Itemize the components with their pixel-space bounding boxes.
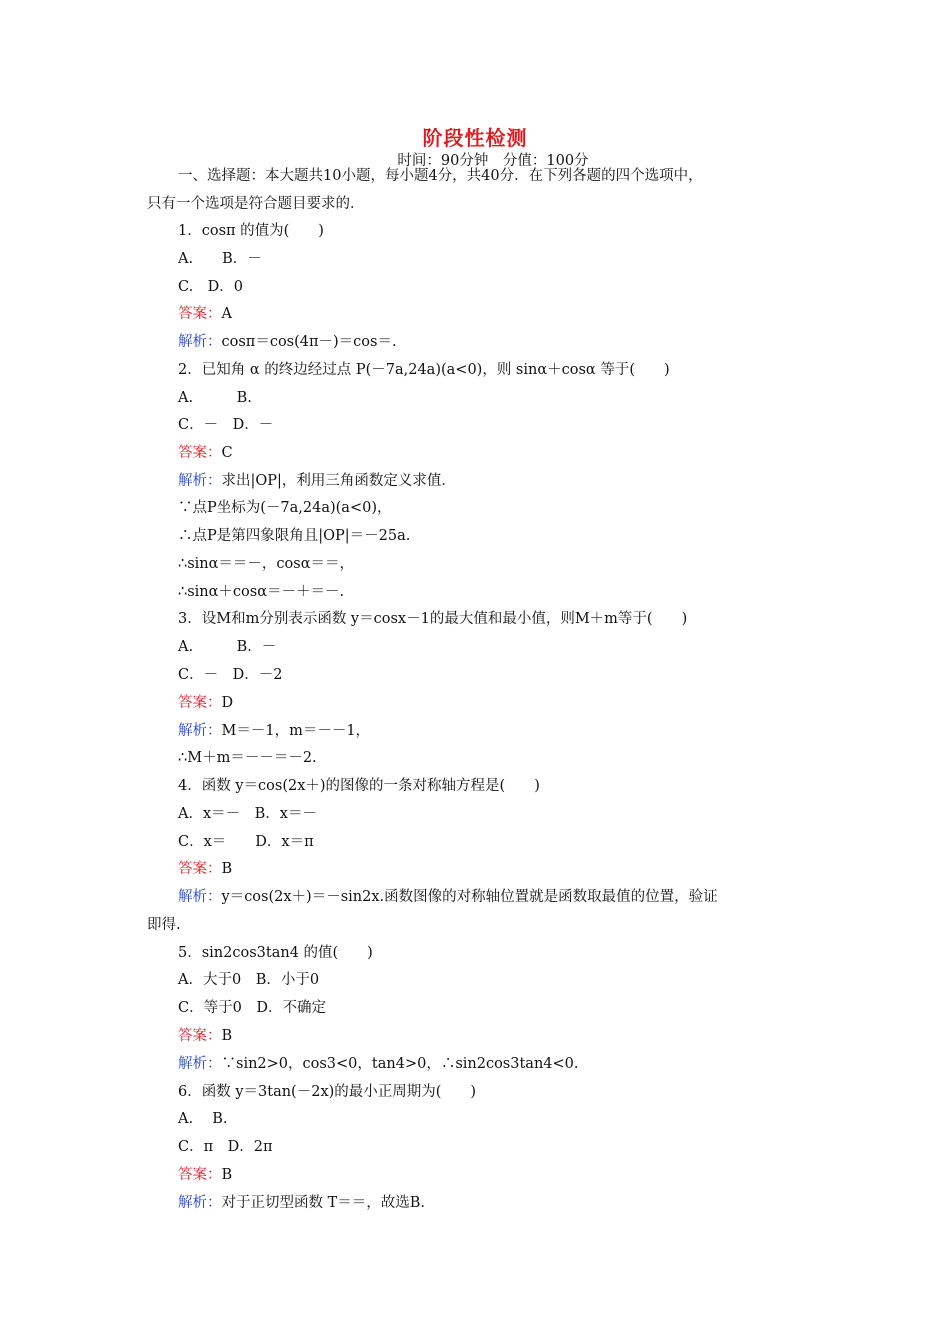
question-3-analysis bbox=[178, 721, 370, 741]
analysis-label: 解析： bbox=[178, 1195, 222, 1211]
question-6-options-ab: A. B. bbox=[178, 1111, 228, 1127]
question-1-options-cd: C. D．0 bbox=[178, 279, 244, 295]
answer-label: 答案： bbox=[178, 861, 222, 877]
question-2-analysis bbox=[178, 471, 456, 491]
question-1-options-ab: A. B．－ bbox=[178, 251, 262, 267]
question-2-options-ab: A. B. bbox=[178, 390, 252, 406]
analysis-label: 解析： bbox=[178, 473, 222, 489]
question-3-options-cd: C．－ D．－2 bbox=[178, 667, 283, 683]
answer-label: 答案： bbox=[178, 695, 222, 711]
answer-value: B bbox=[221, 1028, 233, 1044]
analysis-text: ∵sin2>0，cos3<0，tan4>0，∴sin2cos3tan4<0. bbox=[221, 1056, 579, 1072]
analysis-text: cosπ＝cos(4π－)＝cos＝. bbox=[221, 334, 397, 350]
question-2-step-3: ∴sinα＝＝－，cosα＝＝， bbox=[178, 556, 355, 572]
question-2-step-1: ∵点P坐标为(－7a,24a)(a<0)， bbox=[178, 500, 392, 516]
question-6-analysis bbox=[178, 1193, 425, 1213]
answer-value: A bbox=[221, 306, 232, 322]
question-1-stem: 1．cosπ 的值为( ) bbox=[178, 223, 324, 239]
question-5-stem: 5．sin2cos3tan4 的值( ) bbox=[178, 945, 373, 961]
question-3-step: ∴M＋m＝－－＝－2. bbox=[178, 750, 317, 766]
analysis-label: 解析： bbox=[178, 1056, 222, 1072]
answer-value: B bbox=[221, 1167, 233, 1183]
page-title: 阶段性检测 bbox=[422, 126, 528, 150]
answer-value: C bbox=[221, 445, 233, 461]
question-3-stem: 3．设M和m分别表示函数 y＝cosx－1的最大值和最小值，则M＋m等于( ) bbox=[178, 611, 688, 627]
analysis-text: y＝cos(2x＋)＝－sin2x.函数图像的对称轴位置就是函数取最值的位置，验证 bbox=[221, 889, 718, 905]
question-1-analysis bbox=[178, 332, 397, 352]
analysis-label: 解析： bbox=[178, 334, 222, 350]
question-3-answer bbox=[178, 693, 233, 713]
question-5-options-ab: A．大于0 B．小于0 bbox=[178, 972, 320, 988]
question-6-stem: 6．函数 y＝3tan(－2x)的最小正周期为( ) bbox=[178, 1084, 477, 1100]
question-5-analysis bbox=[178, 1054, 579, 1074]
exam-meta: 时间：90分钟 分值：100分 bbox=[397, 153, 589, 169]
answer-label: 答案： bbox=[178, 445, 222, 461]
question-3-options-ab: A. B．－ bbox=[178, 639, 277, 655]
answer-label: 答案： bbox=[178, 1167, 222, 1183]
analysis-text: 求出|OP|，利用三角函数定义求值． bbox=[221, 473, 456, 489]
question-5-answer bbox=[178, 1026, 232, 1046]
analysis-label: 解析： bbox=[178, 723, 222, 739]
question-2-step-2: ∴点P是第四象限角且|OP|＝－25a. bbox=[178, 528, 411, 544]
question-4-stem: 4．函数 y＝cos(2x＋)的图像的一条对称轴方程是( ) bbox=[178, 778, 540, 794]
question-2-stem: 2．已知角 α 的终边经过点 P(－7a,24a)(a<0)，则 sinα＋cosα 等于( ) bbox=[178, 362, 670, 378]
answer-value: D bbox=[221, 695, 234, 711]
question-6-options-cd: C．π D．2π bbox=[178, 1139, 273, 1155]
analysis-label: 解析： bbox=[178, 889, 222, 905]
question-4-analysis bbox=[178, 887, 718, 907]
question-5-options-cd: C．等于0 D．不确定 bbox=[178, 1000, 326, 1016]
analysis-text: 对于正切型函数 T＝＝，故选B. bbox=[221, 1195, 426, 1211]
answer-label: 答案： bbox=[178, 1028, 222, 1044]
intro-line-1: 一、选择题：本大题共10小题，每小题4分，共40分．在下列各题的四个选项中， bbox=[178, 168, 703, 184]
question-2-step-4: ∴sinα＋cosα＝－＋＝－. bbox=[178, 584, 345, 600]
question-4-options-ab: A．x＝－ B．x＝－ bbox=[178, 806, 317, 822]
intro-line-2: 只有一个选项是符合题目要求的． bbox=[147, 196, 365, 212]
question-2-options-cd: C．－ D．－ bbox=[178, 417, 274, 433]
answer-label: 答案： bbox=[178, 306, 222, 322]
question-2-answer bbox=[178, 443, 233, 463]
question-1-answer bbox=[178, 304, 232, 324]
question-4-options-cd: C．x＝ D．x＝π bbox=[178, 834, 314, 850]
analysis-text: M＝－1，m＝－－1， bbox=[221, 723, 371, 739]
question-4-answer bbox=[178, 859, 232, 879]
question-4-analysis-cont: 即得. bbox=[147, 917, 181, 933]
answer-value: B bbox=[221, 861, 233, 877]
question-6-answer bbox=[178, 1165, 232, 1185]
